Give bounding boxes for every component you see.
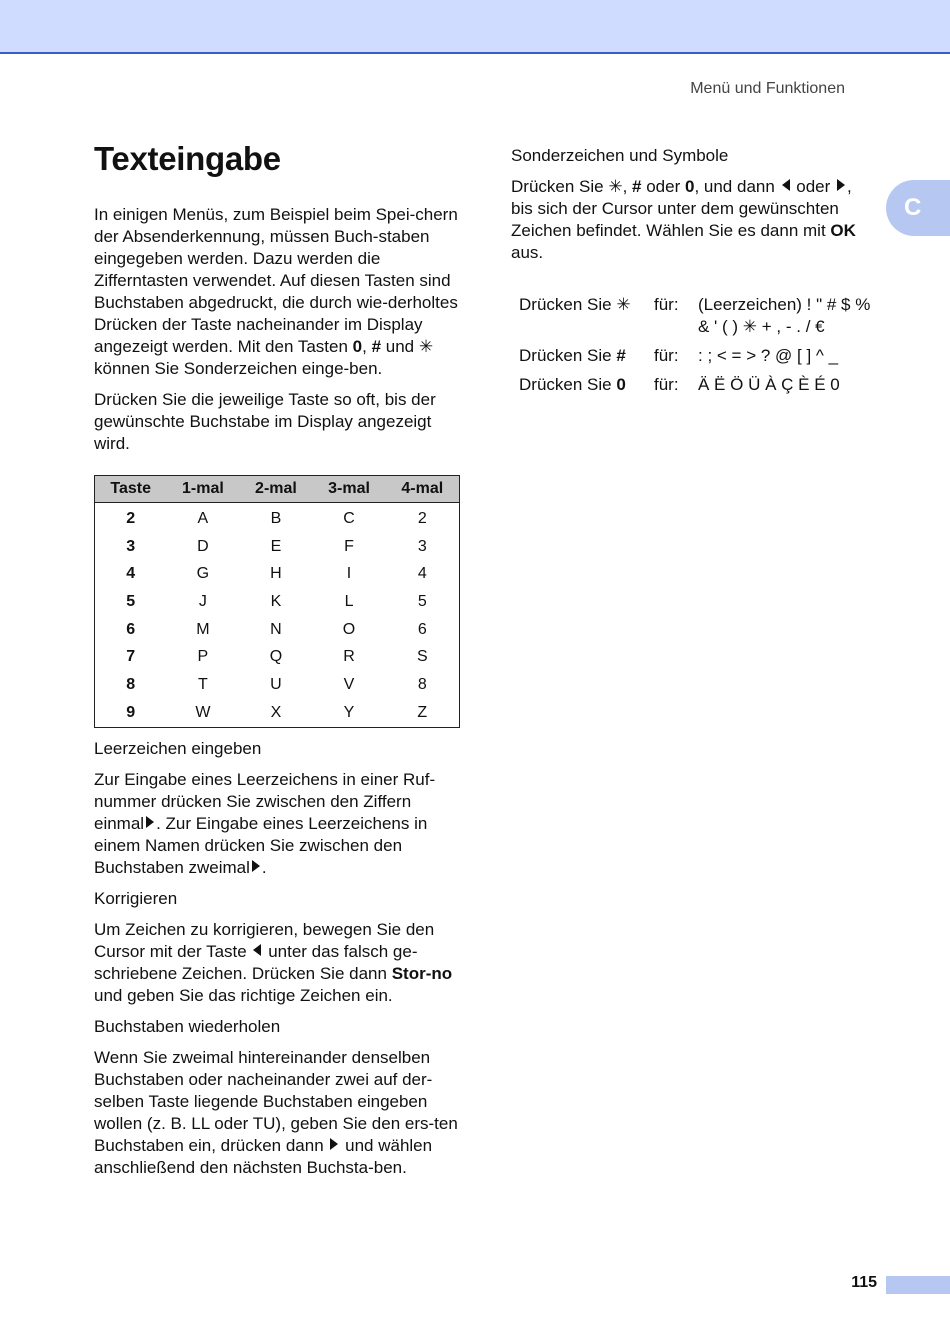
- table-header-cell: 2-mal: [239, 476, 312, 503]
- table-cell: 5: [126, 592, 136, 610]
- star-key-glyph: ✳: [616, 295, 631, 314]
- table-cell: Q: [269, 648, 283, 666]
- table-cell: X: [270, 703, 282, 721]
- list-item: Drücken Sie 0 für: Ä Ë Ö Ü À Ç È É 0: [519, 375, 840, 394]
- subheading-correct: Korrigieren: [94, 888, 178, 908]
- table-header-cell: 3-mal: [312, 476, 385, 503]
- star-key-glyph: ✳: [418, 337, 434, 356]
- table-cell: S: [416, 648, 428, 666]
- table-cell: 6: [417, 620, 427, 638]
- correct-paragraph: Um Zeichen zu korrigieren, bewegen Sie den Cursor mit der Taste unter das falsch ge-schriebene Zeichen. Drücken Sie dann Stor-no und geben Sie das richtige Zeichen ein.: [94, 919, 453, 1005]
- table-cell: Y: [343, 703, 355, 721]
- table-row: [95, 533, 460, 561]
- table-cell: A: [197, 509, 209, 527]
- table-cell: 7: [126, 648, 136, 666]
- table-cell: M: [196, 620, 210, 638]
- star-key-glyph: ✳: [608, 177, 623, 196]
- table-cell: D: [197, 537, 209, 555]
- table-cell: 5: [417, 592, 427, 610]
- table-cell: T: [198, 675, 208, 693]
- table-cell: 4: [417, 565, 427, 583]
- table-cell: 2: [417, 509, 427, 527]
- table-cell: R: [343, 648, 355, 666]
- page-number: 115: [851, 1274, 877, 1291]
- right-arrow-icon: [252, 860, 260, 872]
- symbol-list: [511, 294, 876, 396]
- chapter-tab: C: [886, 180, 950, 236]
- table-cell: 2: [126, 509, 136, 527]
- list-item: Drücken Sie ✳ für: (Leerzeichen) ! " # $ % & ' ( ) ✳ + , - . / €: [519, 295, 871, 336]
- table-cell: W: [195, 703, 211, 721]
- table-cell: P: [197, 648, 209, 666]
- table-cell: C: [343, 509, 355, 527]
- table-row: [95, 671, 460, 699]
- repeat-paragraph: Wenn Sie zweimal hintereinander denselben Buchstaben oder nacheinander zwei auf der-selben Taste liegende Buchstaben eingeben wollen (z. B. LL oder TU), geben Sie den ers-ten Buchstaben ein, drücken dann und wählen anschließend den nächsten Buchsta-ben.: [94, 1047, 458, 1177]
- left-arrow-icon: [782, 179, 790, 191]
- table-row: [95, 699, 460, 727]
- table-cell: 9: [126, 703, 136, 721]
- table-row: [95, 503, 460, 533]
- table-header-cell: Taste: [95, 476, 167, 503]
- subheading-symbols: Sonderzeichen und Symbole: [511, 146, 729, 165]
- list-item: Drücken Sie # für: : ; < = > ? @ [ ] ^ _: [519, 346, 839, 365]
- table-cell: 3: [126, 537, 136, 555]
- key-letter-table: [94, 475, 460, 728]
- table-cell: V: [343, 675, 355, 693]
- footer-color-band: [886, 1276, 950, 1294]
- top-color-band: [0, 0, 950, 54]
- table-cell: 6: [126, 620, 136, 638]
- table-cell: 8: [126, 675, 136, 693]
- space-paragraph: Zur Eingabe eines Leerzeichens in einer Ruf-nummer drücken Sie zwischen den Ziffern einmal . Zur Eingabe eines Leerzeichens in einem Namen drücken Sie zwischen den Buchstaben zweimal .: [94, 769, 436, 877]
- table-cell: J: [198, 592, 207, 610]
- left-column: [94, 140, 460, 1188]
- table-row: [95, 588, 460, 616]
- subheading-repeat: Buchstaben wiederholen: [94, 1016, 281, 1036]
- stop-key-label: Stor-no: [391, 963, 453, 983]
- table-cell: O: [342, 620, 356, 638]
- table-cell: 8: [417, 675, 427, 693]
- right-column: [511, 145, 876, 403]
- right-arrow-icon: [330, 1138, 338, 1150]
- left-arrow-icon: [253, 944, 261, 956]
- table-cell: K: [270, 592, 282, 610]
- table-cell: U: [270, 675, 282, 693]
- table-header-cell: 4-mal: [386, 476, 460, 503]
- table-cell: H: [270, 565, 282, 583]
- table-cell: B: [270, 509, 282, 527]
- symbols-paragraph: Drücken Sie ✳, # oder 0, und dann oder , bis sich der Cursor unter dem gewünschten Zeichen befindet. Wählen Sie es dann mit OK aus.: [511, 177, 856, 262]
- table-cell: N: [270, 620, 282, 638]
- table-cell: L: [344, 592, 354, 610]
- table-cell: 4: [126, 565, 136, 583]
- table-cell: I: [346, 565, 352, 583]
- table-header-row: [95, 476, 460, 503]
- table-header-cell: 1-mal: [166, 476, 239, 503]
- table-cell: 3: [417, 537, 427, 555]
- intro-paragraph-2: Drücken Sie die jeweilige Taste so oft, bis der gewünschte Buchstabe im Display angezeigt wird.: [94, 390, 436, 453]
- intro-paragraph: In einigen Menüs, zum Beispiel beim Spei-chern der Absenderkennung, müssen Buch-staben eingegeben werden. Dazu werden die Zifferntasten verwendet. Auf diesen Tasten sind Buchstaben abgedruckt, die durch wie-derholtes Drücken der Taste nacheinander im Display angezeigt werden. Mit den Tasten 0, # und ✳ können Sie Sonderzeichen einge-ben.: [94, 205, 458, 378]
- table-cell: Z: [417, 703, 428, 721]
- running-header: Menü und Funktionen: [690, 80, 845, 97]
- table-row: [95, 560, 460, 588]
- subheading-space: Leerzeichen eingeben: [94, 738, 262, 758]
- page-title: Texteingabe: [94, 140, 281, 177]
- table-cell: E: [270, 537, 282, 555]
- right-arrow-icon: [837, 179, 845, 191]
- table-row: [95, 616, 460, 644]
- right-arrow-icon: [146, 816, 154, 828]
- table-cell: F: [344, 537, 354, 555]
- table-cell: G: [196, 565, 210, 583]
- table-row: [95, 643, 460, 671]
